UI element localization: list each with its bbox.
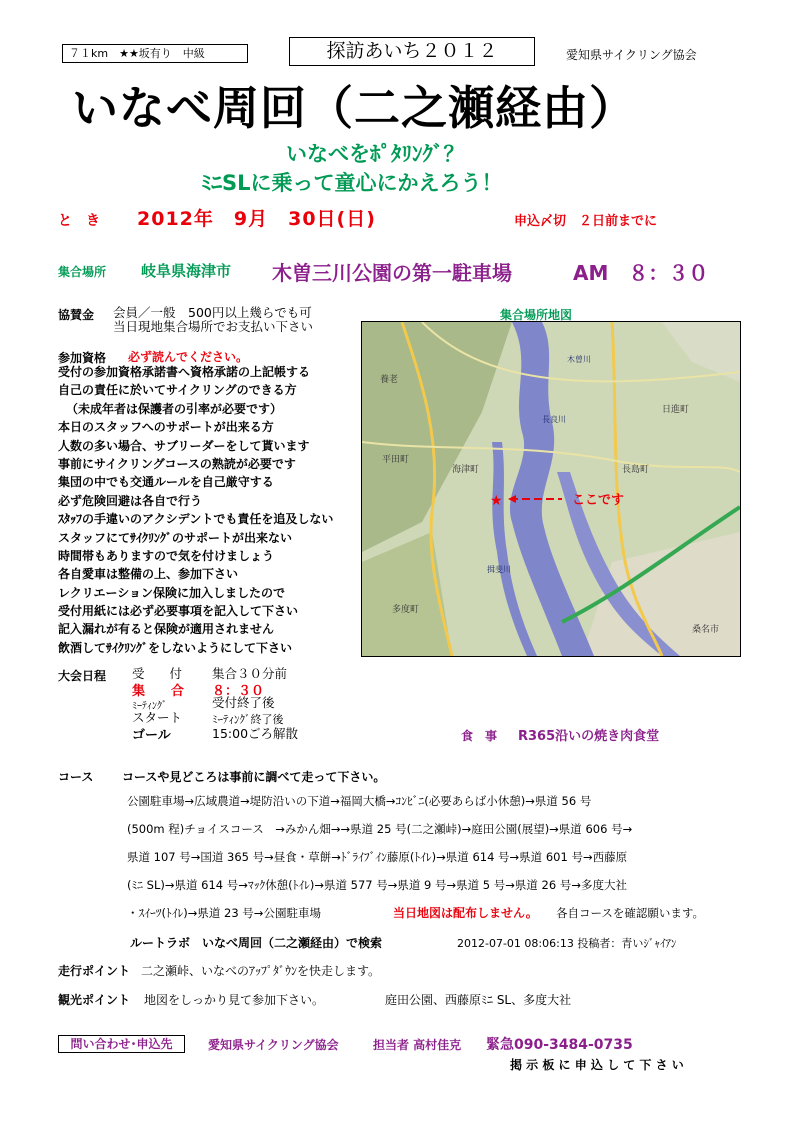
schedule-value: 受付終了後 <box>212 695 275 710</box>
contact-org: 愛知県サイクリング協会 <box>208 1038 339 1052</box>
date-value: 2012年 9月 30日(日) <box>137 208 376 230</box>
route-posted: 2012-07-01 08:06:13 投稿者：青いｼﾞｬｲｱﾝ <box>457 937 677 950</box>
meeting-pref: 岐阜県海津市 <box>141 262 232 280</box>
course-line: 公園駐車場→広域農道→堤防沿いの下道→福岡大橋→ｺﾝﾋﾞﾆ(必要あらば小休憩)→県道 56 号 <box>127 794 592 808</box>
rule-item: 受付の参加資格承諾書へ資格承諾の上記帳する <box>58 365 311 379</box>
rule-item: 人数の多い場合、サブリーダーをして貰います <box>58 438 310 453</box>
contact-label: 問い合わせ･申込先 <box>58 1035 185 1053</box>
rule-item: 飲酒してｻｲｸﾘﾝｸﾞをしないようにして下さい <box>58 640 293 655</box>
schedule-label: 大会日程 <box>58 669 107 683</box>
contact-phone: 緊急090-3484-0735 <box>486 1037 633 1053</box>
rule-item: 本日のスタッフへのサポートが出来る方 <box>58 420 274 435</box>
map-label: 平田町 <box>382 455 410 465</box>
sight-list: 庭田公園、西藤原ﾐﾆ SL、多度大社 <box>385 993 572 1007</box>
rule-item: （未成年者は保護者の引率が必要です） <box>66 401 283 416</box>
meeting-place: 木曽三川公園の第一駐車場 <box>272 261 512 285</box>
schedule-value: 15:00ごろ解散 <box>212 726 299 741</box>
contact-person: 担当者 高村佳克 <box>373 1038 462 1052</box>
map-label: 日進町 <box>662 405 690 415</box>
series-title: 探訪あいち２０１２ <box>289 37 535 66</box>
ride-point-label: 走行ポイント <box>58 964 131 978</box>
meeting-time: AM ８：３０ <box>573 261 709 285</box>
organizer: 愛知県サイクリング協会 <box>566 48 697 62</box>
eligibility-note: 必ず読んでください。 <box>128 350 249 364</box>
schedule-value: 集合３０分前 <box>212 666 288 681</box>
rules-list <box>58 363 333 657</box>
location-map <box>361 321 741 657</box>
map-label: 養老 <box>380 375 399 385</box>
schedule-value: ﾐｰﾃｨﾝｸﾞ終了後 <box>212 713 284 726</box>
contact-note: 掲 示 板 に 申 込 し て 下 さ い <box>510 1058 684 1072</box>
course-confirm: 各自コースを確認願います。 <box>556 906 705 920</box>
eligibility-label: 参加資格 <box>58 351 107 365</box>
rule-item: 自己の責任に於いてサイクリングのできる方 <box>58 383 297 398</box>
map-label: 長良川 <box>542 415 566 424</box>
map-label: 桑名市 <box>692 625 720 635</box>
course-line: (500m 程)チョイスコース →みかん畑→→県道 25 号(二之瀬峠)→庭田公園(展望)→県道 606 号→ <box>127 822 633 836</box>
ride-point: 二之瀬峠、いなべのｱｯﾌﾟﾀﾞｳﾝを快走します。 <box>141 964 381 978</box>
schedule-value: ８：３０ <box>212 684 265 699</box>
map-pointer: ここです <box>572 493 625 508</box>
rule-item: 受付用紙には必ず必要事項を記入して下さい <box>58 604 299 619</box>
meal-label: 食 事 <box>461 729 498 743</box>
rule-item: 集団の中でも交通ルールを自己厳守する <box>58 475 274 490</box>
sight-point-label: 観光ポイント <box>58 993 131 1007</box>
map-caption: 集合場所地図 <box>500 308 573 322</box>
subtitle-1: いなべをﾎﾟﾀﾘﾝｸﾞ？ <box>286 142 465 166</box>
course-line: 県道 107 号→国道 365 号→昼食・草餅→ﾄﾞﾗｲﾌﾞｲﾝ藤原(ﾄｲﾚ)→県道 614 号→県道 601 号→西藤原 <box>127 850 628 864</box>
rule-item: スタッフにてｻｲｸﾘﾝｸﾞのサポートが出来ない <box>58 530 293 545</box>
rule-item: 必ず危険回避は各自で行う <box>58 493 203 508</box>
sight-point: 地図をしっかり見て参加下さい。 <box>144 993 325 1007</box>
map-label: 海津町 <box>452 465 480 475</box>
map-label: 木曽川 <box>567 355 591 364</box>
rule-item: レクリエーション保険に加入しましたので <box>58 585 286 600</box>
rule-item: ｽﾀｯﾌの手違いのアクシデントでも責任を追及しない <box>58 512 334 527</box>
map-label: 長島町 <box>622 465 650 475</box>
route-search: ルートラボ いなべ周回（二之瀬経由）で検索 <box>130 936 383 950</box>
rule-item: 各自愛車は整備の上、参加下さい <box>58 567 239 582</box>
schedule-key: 受 付 <box>132 666 183 681</box>
map-label: 揖斐川 <box>487 565 511 574</box>
fee-line-1: 会員／一般 500円以上幾らでも可 <box>113 305 312 320</box>
rule-item: 事前にサイクリングコースの熟読が必要です <box>58 456 296 471</box>
map-warning: 当日地図は配布しません。 <box>393 906 538 920</box>
course-line: ・ｽｲｰﾂ(ﾄｲﾚ)→県道 23 号→公園駐車場 <box>127 906 321 920</box>
schedule-key: 集 合 <box>132 684 185 699</box>
date-label: と き <box>58 213 100 229</box>
course-label: コース <box>58 770 94 784</box>
meal-place: R365沿いの焼き肉食堂 <box>518 729 660 744</box>
subtitle-2: ﾐﾆSLに乗って童心にかえろう！ <box>201 171 503 195</box>
map-label: 多度町 <box>392 605 420 615</box>
fee-line-2: 当日現地集合場所でお支払い下さい <box>113 319 314 334</box>
rule-item: 記入漏れが有ると保険が適用されません <box>58 622 275 637</box>
location-marker-icon: ★ <box>490 493 503 509</box>
map-graphic <box>362 322 740 656</box>
course-intro: コースや見どころは事前に調べて走って下さい。 <box>122 770 386 784</box>
course-line: (ﾐﾆ SL)→県道 614 号→ﾏｯｸ休憩(ﾄｲﾚ)→県道 577 号→県道 9 号→県道 5 号→県道 26 号→多度大社 <box>127 878 627 892</box>
page-title: いなべ周回（二之瀬経由） <box>72 81 636 135</box>
deadline: 申込〆切 ２日前までに <box>514 214 658 229</box>
fee-label: 協賛金 <box>58 308 95 322</box>
course-tag: ７１km ★★坂有り 中級 <box>62 44 248 63</box>
meeting-label: 集合場所 <box>58 265 107 279</box>
schedule-key: スタート <box>132 710 183 725</box>
schedule-key: ゴール <box>132 728 171 743</box>
schedule-key: ﾐｰﾃｨﾝｸﾞ <box>132 701 167 712</box>
rule-item: 時間帯もありますので気を付けましょう <box>58 548 275 563</box>
